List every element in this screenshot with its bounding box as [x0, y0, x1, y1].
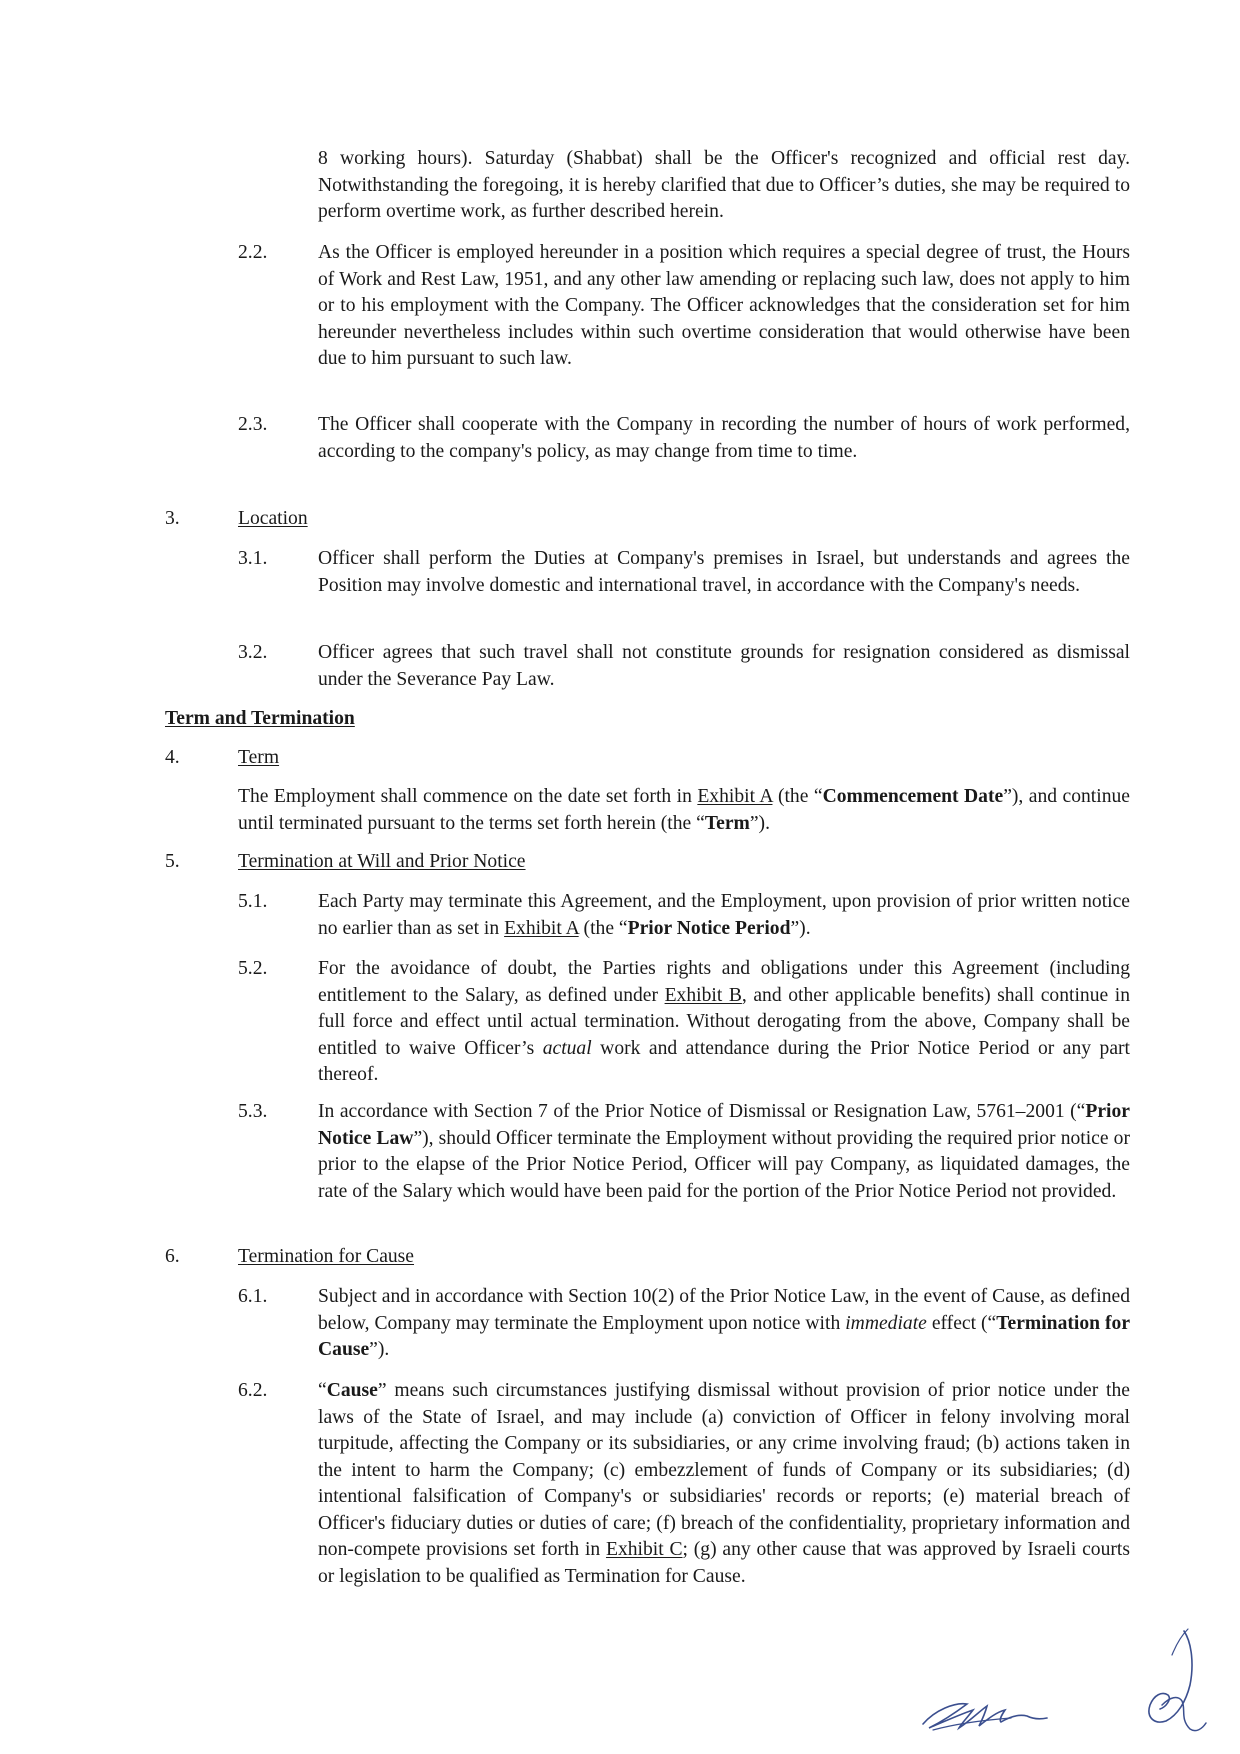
clause-2-2: [318, 240, 1130, 373]
clause-number: 6.1.: [238, 1286, 268, 1307]
clause-3-2: [318, 640, 1130, 693]
text-run: effect (“: [926, 1312, 997, 1334]
clause-5-2: [318, 956, 1130, 1089]
clause-5-1: [318, 889, 1130, 942]
clause-number: 2.3.: [238, 414, 268, 435]
signature-initials-1: [915, 1680, 1075, 1740]
clause-text: The Officer shall cooperate with the Company in recording the number of hours of work performed, according to the company's policy, as may change from time to time.: [318, 414, 1130, 462]
clause-text: As the Officer is employed hereunder in a position which requires a special degree of trust, the Hours of Work and Rest Law, 1951, and any other law amending or replacing such law, does not apply to him or to his employment with the Company. The Officer acknowledges that the consideration set for him hereunder nevertheless includes within such overtime consideration that would otherwise have been due to him pursuant to such law.: [318, 242, 1130, 369]
text-run: ”).: [749, 812, 770, 834]
clause-6-2: [318, 1378, 1130, 1590]
clause-number: 2.2.: [238, 242, 268, 263]
clause-2-1-continuation: [318, 146, 1130, 226]
defined-term: Term: [704, 812, 750, 834]
text-run: , and other applicable benefits) shall continue in full force and effect until actual termination. Without derogating from the above, Company shall be entitled to waive Officer’s: [318, 984, 1131, 1059]
section-number: 3.: [165, 508, 180, 529]
section-number: 5.: [165, 851, 180, 872]
text-run: ”), and continue until terminated pursuant to the terms set forth herein (the “: [238, 786, 1130, 834]
text-run: ”).: [790, 917, 811, 939]
clause-text: Officer shall perform the Duties at Company's premises in Israel, but understands and agrees the Position may involve domestic and international travel, in accordance with the Company's needs.: [318, 548, 1130, 596]
exhibit-a-ref: Exhibit A: [504, 917, 579, 939]
defined-term: Commencement Date: [822, 786, 1004, 807]
text-run: (the “: [772, 786, 823, 807]
section-number: 6.: [165, 1246, 180, 1267]
section-heading-location: Location: [238, 508, 308, 529]
section-number: 4.: [165, 747, 180, 768]
text-run: “: [318, 1380, 327, 1401]
text-run: ”).: [369, 1339, 390, 1360]
clause-number: 5.1.: [238, 891, 268, 912]
exhibit-a-ref: Exhibit A: [697, 786, 773, 807]
clause-text: 8 working hours). Saturday (Shabbat) shall be the Officer's recognized and official rest day. Notwithstanding the foregoing, it is hereby clarified that due to Officer’s duties, she may be required to perform overtime work, as further described herein.: [318, 148, 1130, 222]
text-run: Each Party may terminate this Agreement, and the Employment, upon provision of prior written notice no earlier than as set in: [318, 891, 1130, 939]
clause-text: Officer agrees that such travel shall not constitute grounds for resignation considered as dismissal under the Severance Pay Law.: [318, 642, 1130, 690]
italic-term: immediate: [845, 1312, 927, 1334]
clause-2-3: [318, 412, 1130, 465]
defined-term: Termination for Cause: [318, 1312, 1131, 1360]
text-run: work and attendance during the Prior Notice Period or any part thereof.: [318, 1037, 1130, 1085]
section-heading-termination-at-will: Termination at Will and Prior Notice: [238, 851, 526, 872]
text-run: ” means such circumstances justifying dismissal without provision of prior notice under the laws of the State of Israel, and may include (a) conviction of Officer in felony involving moral turpitude, affecting the Company or its subsidiaries, or any crime involving fraud; (b) actions taken in the intent to harm the Company; (c) embezzlement of funds of Company or its subsidiaries; (d) intentional falsification of Company's or subsidiaries' records or reports; (e) material breach of Officer's fiduciary duties or duties of care; (f) breach of the confidentiality, proprietary information and non-compete provisions set forth in: [318, 1380, 1130, 1560]
defined-term: Prior Notice Law: [318, 1101, 1130, 1149]
clause-number: 3.1.: [238, 548, 268, 569]
clause-number: 3.2.: [238, 642, 268, 663]
clause-4-body: [238, 784, 1130, 837]
italic-term: actual: [542, 1037, 592, 1059]
text-run: ; (g) any other cause that was approved by Israeli courts or legislation to be qualified as Termination for Cause.: [318, 1539, 1130, 1587]
section-heading-term: Term: [238, 747, 280, 768]
clause-number: 6.2.: [238, 1380, 268, 1401]
signature-initials-2: [1132, 1625, 1212, 1740]
exhibit-c-ref: Exhibit C: [605, 1539, 683, 1560]
text-run: In accordance with Section 7 of the Prior Notice of Dismissal or Resignation Law, 5761–2001 (“: [318, 1101, 1086, 1122]
text-run: The Employment shall commence on the date set forth in: [238, 786, 698, 807]
part-heading: [165, 706, 355, 733]
text-run: Subject and in accordance with Section 10(2) of the Prior Notice Law, in the event of Cause, as defined below, Company may terminate the Employment upon notice with: [318, 1286, 1130, 1334]
clause-number: 5.3.: [238, 1101, 268, 1122]
text-run: ”), should Officer terminate the Employment without providing the required prior notice or prior to the elapse of the Prior Notice Period, Officer will pay Company, as liquidated damages, the rate of the Salary which would have been paid for the portion of the Prior Notice Period not provided.: [318, 1127, 1130, 1202]
section-heading-termination-for-cause: Termination for Cause: [238, 1246, 415, 1267]
clause-5-3: [318, 1099, 1130, 1205]
clause-6-1: [318, 1284, 1130, 1364]
part-heading-text: Term and Termination: [165, 708, 355, 729]
clause-number: 5.2.: [238, 958, 268, 979]
defined-term: Prior Notice Period: [627, 917, 791, 939]
text-run: (the “: [578, 917, 628, 939]
exhibit-b-ref: Exhibit B: [664, 984, 742, 1006]
defined-term: Cause: [326, 1380, 378, 1401]
clause-3-1: [318, 546, 1130, 599]
text-run: For the avoidance of doubt, the Parties rights and obligations under this Agreement (including entitlement to the Salary, as defined under: [318, 958, 1130, 1006]
